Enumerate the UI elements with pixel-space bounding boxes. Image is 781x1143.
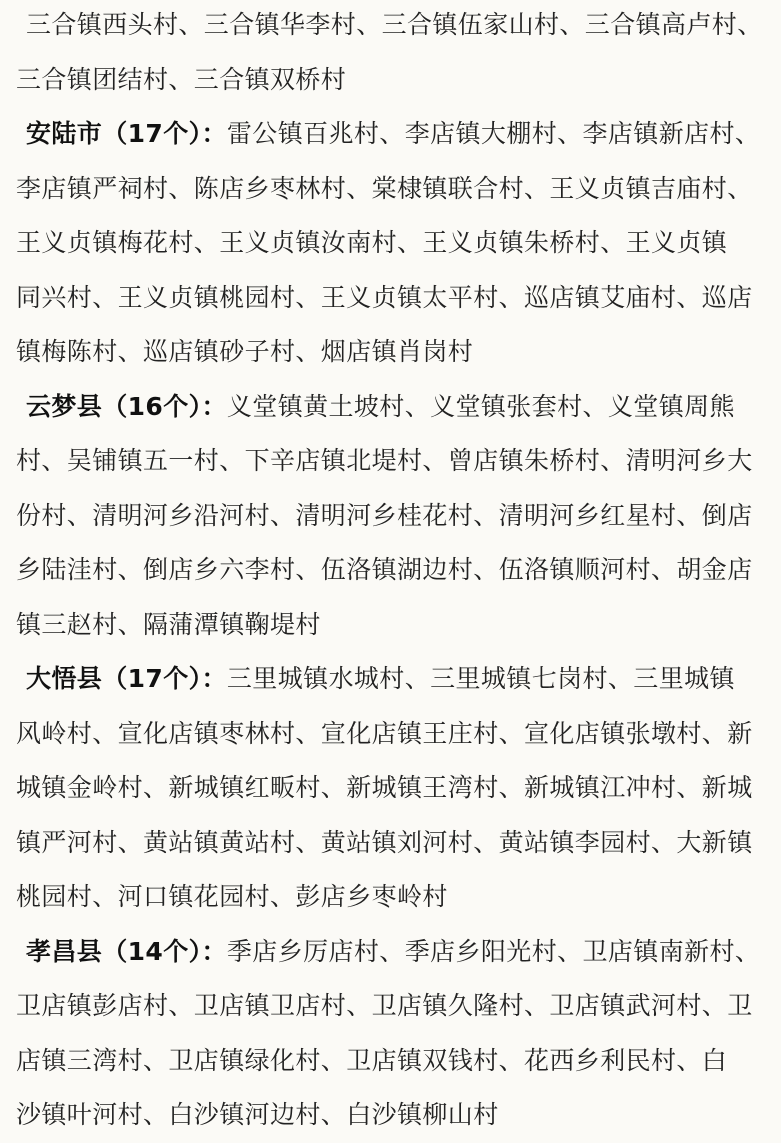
section-yunmeng-text: 义堂镇黄土坡村、义堂镇张套村、义堂镇周熊 bbox=[226, 391, 735, 421]
section-anlu-line: 王义贞镇梅花村、王义贞镇汝南村、王义贞镇朱桥村、王义贞镇 bbox=[16, 228, 728, 257]
section-xiaochang-text: 季店乡厉店村、季店乡阳光村、卫店镇南新村、 bbox=[226, 936, 761, 966]
section-dawu-line: 风岭村、宣化店镇枣林村、宣化店镇王庄村、宣化店镇张墩村、新 bbox=[16, 718, 753, 748]
section-dawu-line: 桃园村、河口镇花园村、彭店乡枣岭村 bbox=[16, 882, 448, 911]
section-yunmeng-line: 乡陆洼村、倒店乡六李村、伍洛镇湖边村、伍洛镇顺河村、胡金店 bbox=[16, 555, 753, 584]
section-yunmeng-first-line bbox=[16, 380, 769, 435]
section-xiaochang-line: 沙镇叶河村、白沙镇河边村、白沙镇柳山村 bbox=[16, 1100, 499, 1129]
section-dawu-line: 镇严河村、黄站镇黄站村、黄站镇刘河村、黄站镇李园村、大新镇 bbox=[16, 827, 753, 857]
section-heading-anlu: 安陆市（17个）： bbox=[26, 119, 227, 148]
section-xiaochang-line: 店镇三湾村、卫店镇绿化村、卫店镇双钱村、花西乡利民村、白 bbox=[16, 1045, 728, 1075]
section-anlu-line: 同兴村、王义贞镇桃园村、王义贞镇太平村、巡店镇艾庙村、巡店 bbox=[16, 282, 753, 312]
section-yunmeng-line: 村、吴铺镇五一村、下辛店镇北堤村、曾店镇朱桥村、清明河乡大 bbox=[16, 446, 753, 475]
intro-line-2: 三合镇团结村、三合镇双桥村 bbox=[16, 64, 347, 94]
section-anlu-text: 雷公镇百兆村、李店镇大棚村、李店镇新店村、 bbox=[226, 119, 761, 148]
section-yunmeng-line: 镇三赵村、隔蒲潭镇鞠堤村 bbox=[16, 609, 321, 639]
section-anlu-first-line bbox=[16, 107, 769, 162]
section-anlu-line: 镇梅陈村、巡店镇砂子村、烟店镇肖岗村 bbox=[16, 337, 474, 366]
section-yunmeng-line: 份村、清明河乡沿河村、清明河乡桂花村、清明河乡红星村、倒店 bbox=[16, 500, 753, 530]
intro-line-1: 三合镇西头村、三合镇华李村、三合镇伍家山村、三合镇高卢村、 bbox=[26, 10, 763, 39]
section-dawu-text: 三里城镇水城村、三里城镇七岗村、三里城镇 bbox=[226, 664, 735, 693]
section-anlu-line: 李店镇严祠村、陈店乡枣林村、棠棣镇联合村、王义贞镇吉庙村、 bbox=[16, 173, 753, 203]
section-dawu-line: 城镇金岭村、新城镇红畈村、新城镇王湾村、新城镇江冲村、新城 bbox=[16, 773, 753, 802]
section-xiaochang-first-line bbox=[16, 925, 769, 980]
section-heading-dawu: 大悟县（17个）： bbox=[26, 664, 227, 693]
section-heading-xiaochang: 孝昌县（14个）： bbox=[26, 936, 227, 966]
section-xiaochang-line: 卫店镇彭店村、卫店镇卫店村、卫店镇久隆村、卫店镇武河村、卫 bbox=[16, 991, 753, 1020]
section-dawu-first-line bbox=[16, 652, 769, 707]
section-heading-yunmeng: 云梦县（16个）： bbox=[26, 391, 227, 421]
